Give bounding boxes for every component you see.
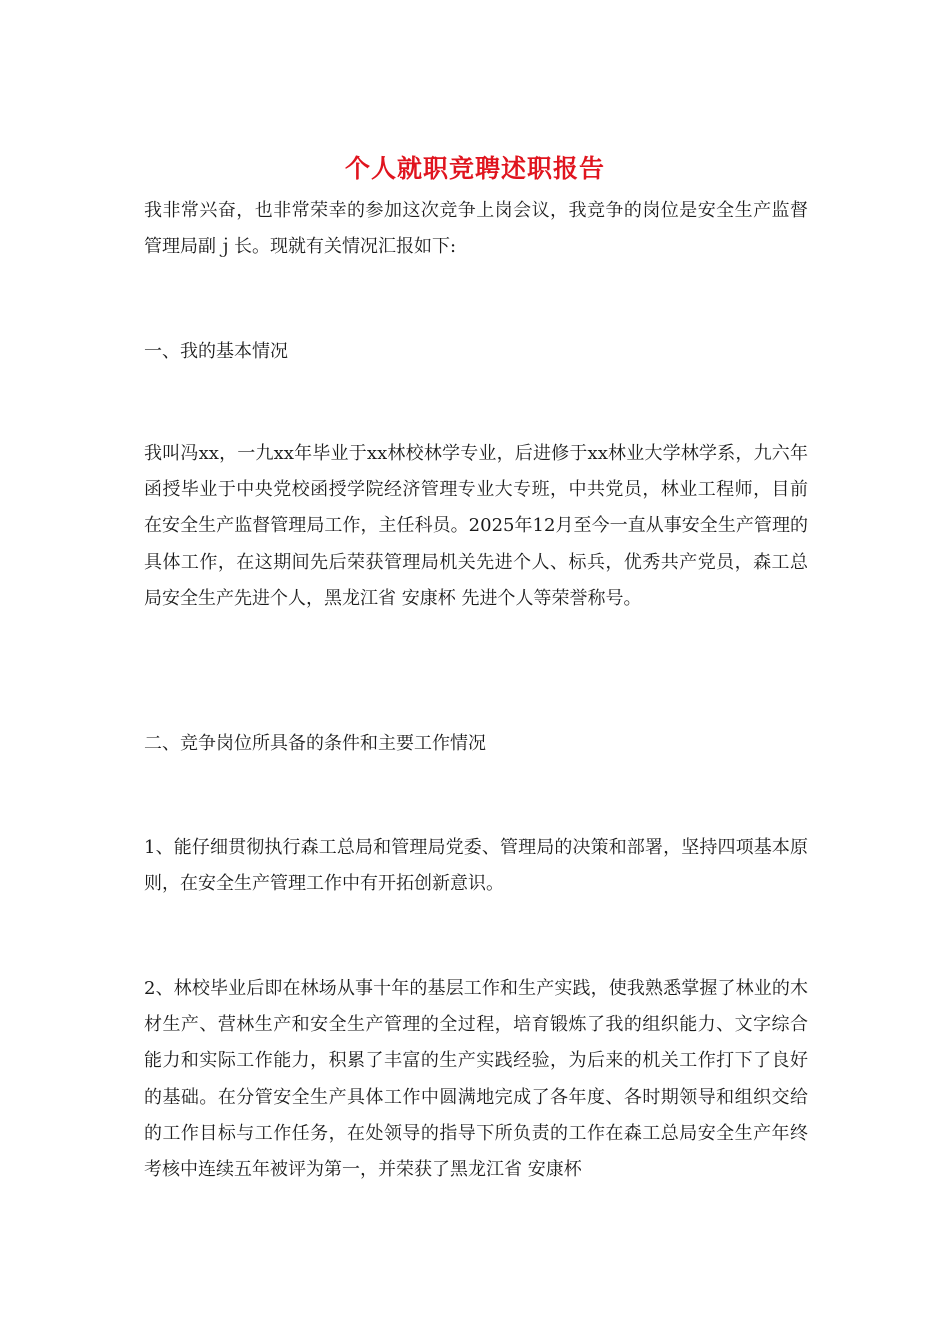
item-2-paragraph: 2、林校毕业后即在林场从事十年的基层工作和生产实践，使我熟悉掌握了林业的木材生产、营林生产和安全生产管理的全过程，培育锻炼了我的组织能力、文字综合能力和实际工作能力，积累了丰富的生产实践经验，为后来的机关工作打下了良好的基础。在分管安全生产具体工作中圆满地完成了各年度、各时期领导和组织交给的工作目标与工作任务，在处领导的指导下所负责的工作在森工总局安全生产年终考核中连续五年被评为第一，并荣获了黑龙江省 安康杯 [144, 978, 808, 1181]
section-1-heading: 一、我的基本情况 [144, 341, 288, 362]
document-title: 个人就职竞聘述职报告 [344, 154, 605, 183]
item-1-paragraph: 1、能仔细贯彻执行森工总局和管理局党委、管理局的决策和部署，坚持四项基本原则，在安全生产管理工作中有开拓创新意识。 [144, 837, 808, 895]
section-1-paragraph: 我叫冯xx，一九xx年毕业于xx林校林学专业，后进修于xx林业大学林学系，九六年函授毕业于中央党校函授学院经济管理专业大专班，中共党员，林业工程师，目前在安全生产监督管理局工作，主任科员。2025年12月至今一直从事安全生产管理的具体工作，在这期间先后荣获管理局机关先进个人、标兵，优秀共产党员，森工总局安全生产先进个人，黑龙江省 安康杯 先进个人等荣誉称号。 [144, 443, 808, 609]
section-2-heading: 二、竞争岗位所具备的条件和主要工作情况 [144, 733, 486, 754]
intro-paragraph: 我非常兴奋，也非常荣幸的参加这次竞争上岗会议，我竞争的岗位是安全生产监督管理局副ｊ长。现就有关情况汇报如下: [144, 200, 808, 258]
